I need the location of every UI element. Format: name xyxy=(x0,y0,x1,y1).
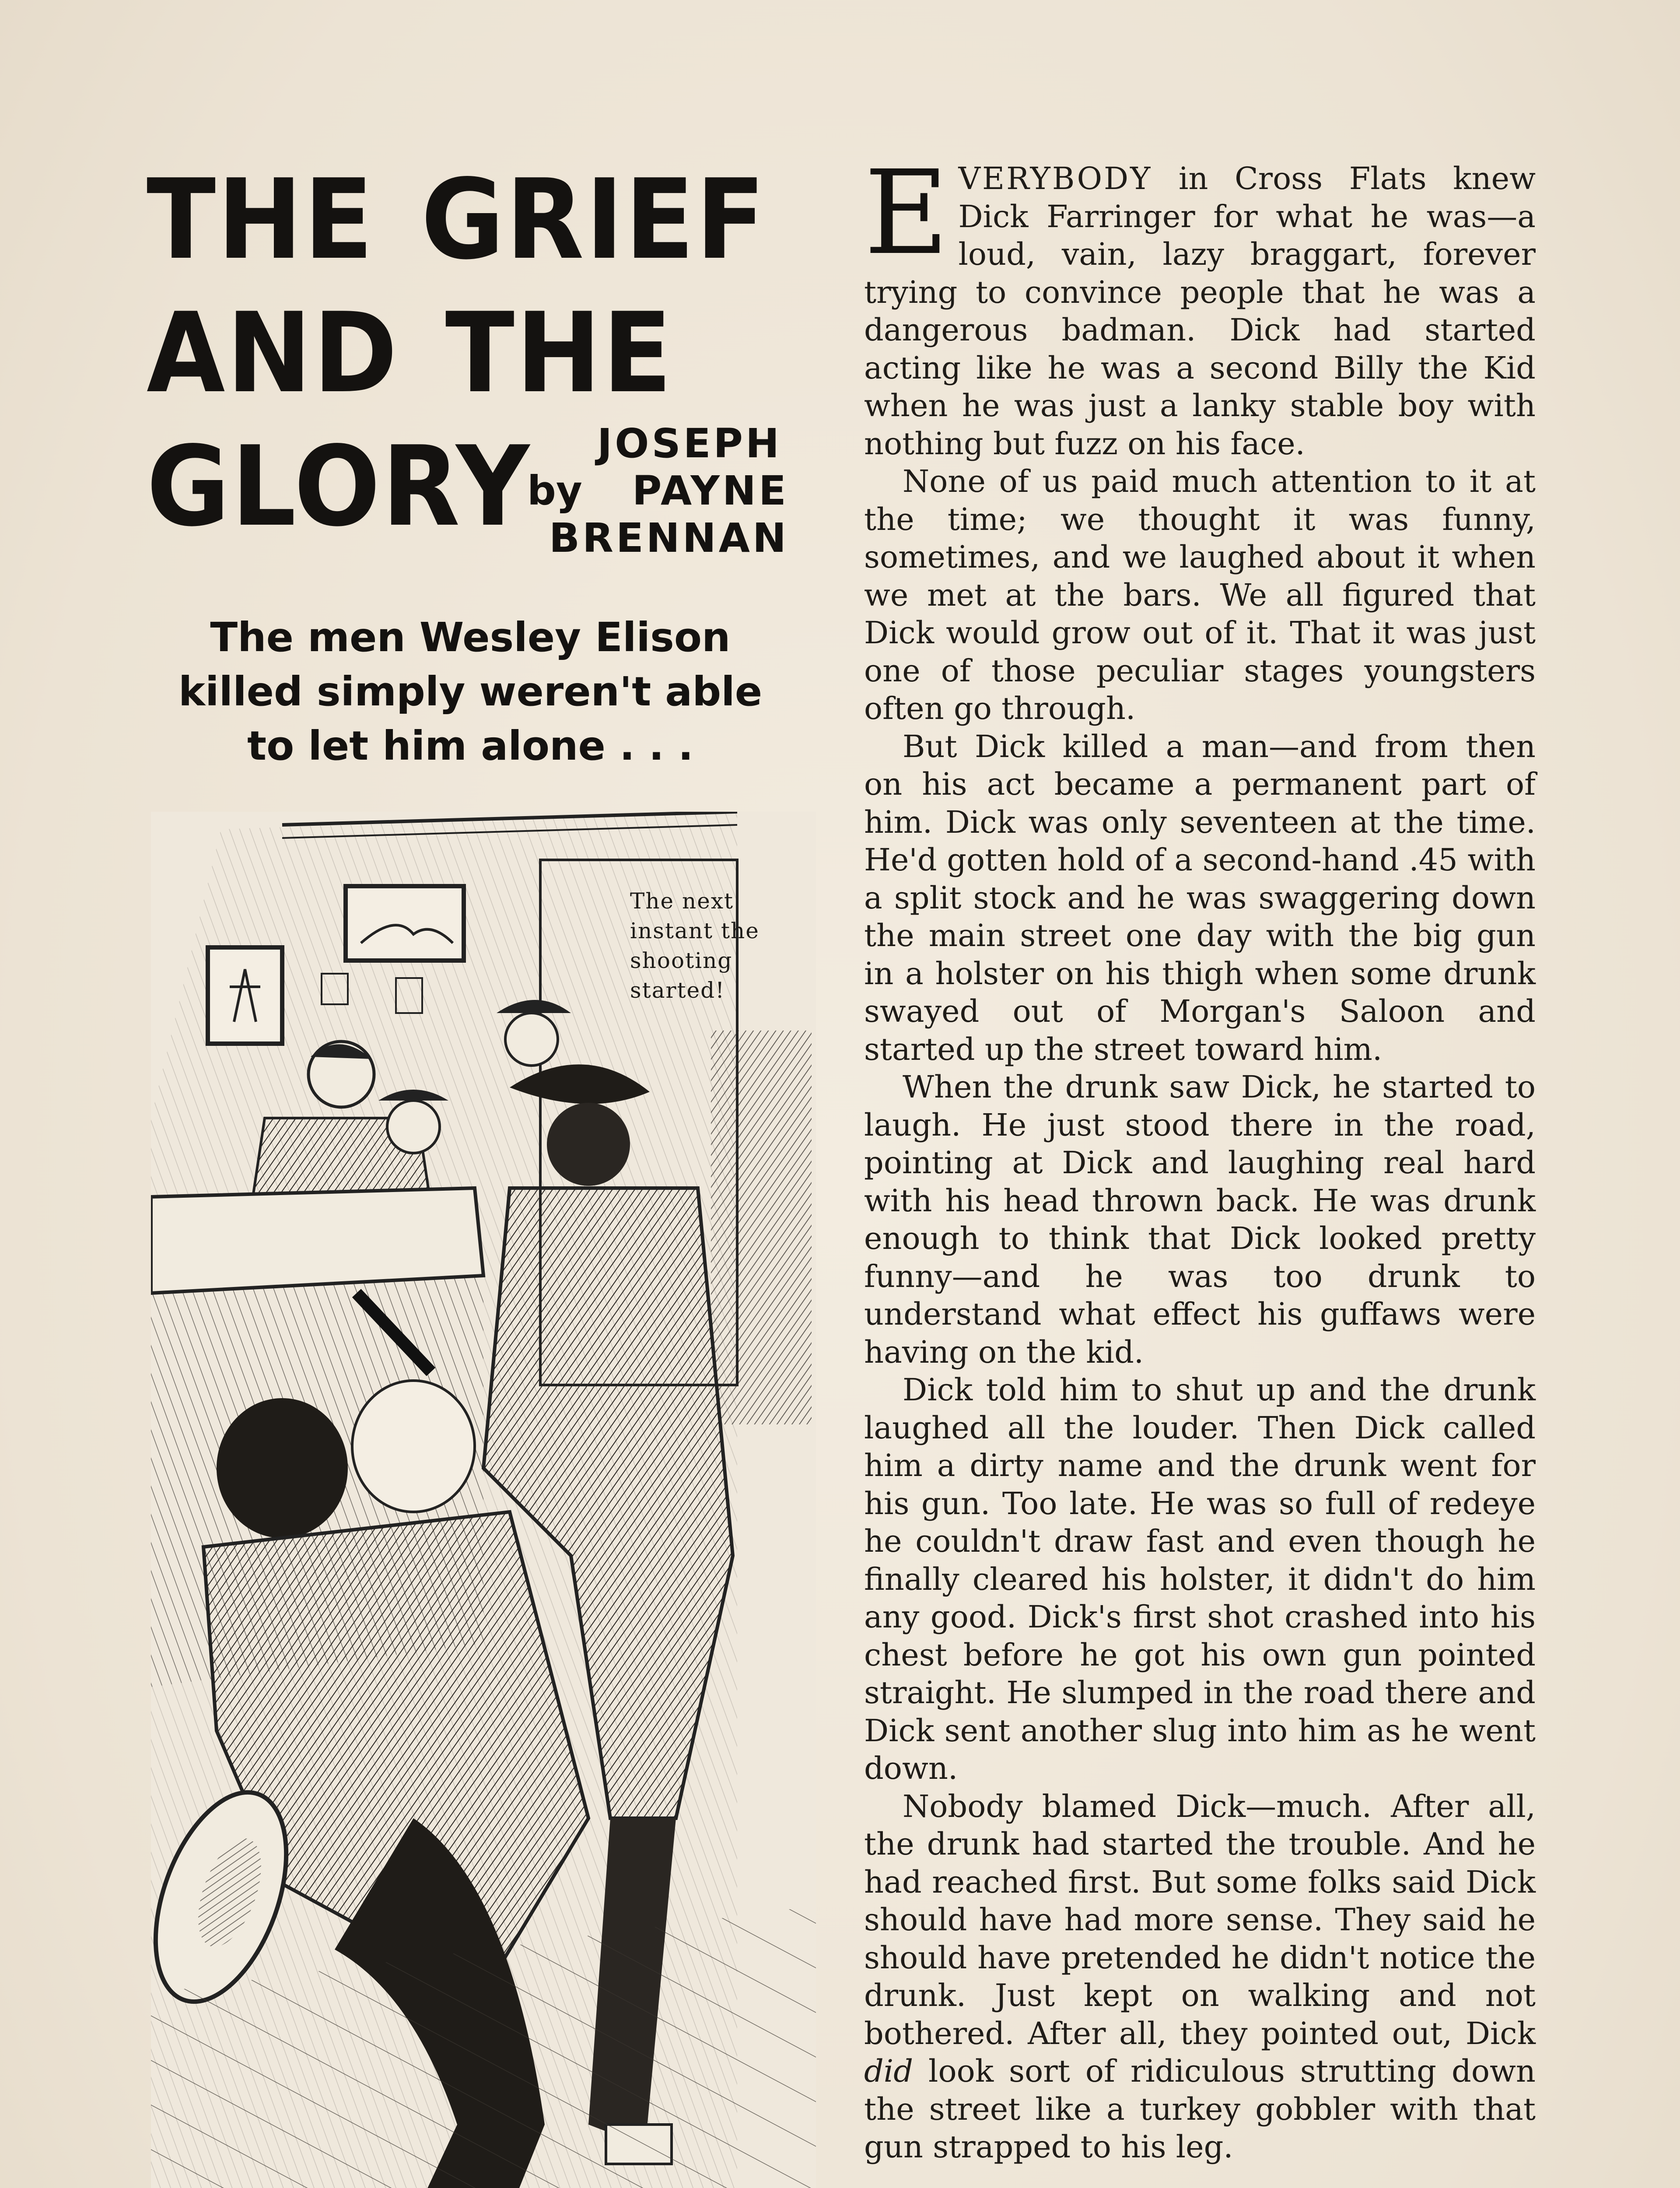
illustration-caption: The next instant the shooting started! xyxy=(630,888,760,1003)
article-paragraph: When the drunk saw Dick, he started to laugh. He just stood there in the road, pointing at Dick and laughing real hard with his head thrown back. He was drunk enough to think that Dick looked pretty funny—and he was too drunk to understand what effect his guffaws were having on the kid. xyxy=(864,1069,1536,1370)
author-first-name: JOSEPH xyxy=(597,420,782,467)
byline-by: by xyxy=(527,467,582,514)
lead-caps: VERYBODY xyxy=(958,161,1152,196)
illustration-drawing xyxy=(151,812,816,2188)
title-word: GRIEF xyxy=(421,156,767,284)
gunman-head xyxy=(547,1103,630,1186)
drop-cap: E xyxy=(864,146,949,281)
framed-picture xyxy=(346,886,464,961)
emphasis-text: did xyxy=(864,2053,914,2089)
author-middle-name: PAYNE xyxy=(632,467,789,514)
article-paragraph xyxy=(864,146,1536,463)
paragraph-text: in Cross Flats knew Dick Farringer for what he was—a loud, vain, lazy braggart, forever trying to convince people that he was a dangerous badman. Dick had started acting like he was a second Billy the Kid when he was just a lanky stable boy with nothing but fuzz on his face. xyxy=(864,161,1536,462)
paragraph-text: look sort of ridiculous strutting down the street like a turkey gobbler with that gun strapped to his leg. xyxy=(864,2053,1536,2165)
article-paragraph: But Dick killed a man—and from then on his act became a permanent part of him. Dick was only seventeen at the time. He'd gotten hold of a second-hand .45 with a split stock and he was swaggering down the main street one day with the big gun in a holster on his thigh when some drunk swayed out of Morgan's Saloon and started up the street toward him. xyxy=(864,728,1536,1067)
framed-picture xyxy=(208,947,282,1044)
article-paragraph xyxy=(864,1788,1536,2166)
article-body xyxy=(864,146,1536,2166)
article-paragraph: None of us paid much attention to it at the time; we thought it was funny, sometimes, and we laughed about it when we met at the bars. We all figured that Dick would grow out of it. That it was just one of those peculiar stages youngsters often go through. xyxy=(864,463,1536,726)
falling-man-head xyxy=(217,1398,348,1538)
title-line-3: GLORY xyxy=(147,423,531,551)
title-line-2 xyxy=(147,287,774,420)
title-word: THE xyxy=(147,156,375,284)
title-word: AND xyxy=(147,289,399,417)
author-last-name: BRENNAN xyxy=(549,515,789,561)
article-paragraph: Dick told him to shut up and the drunk laughed all the louder. Then Dick called him a dirty name and the drunk went for his gun. Too late. He was so full of redeye he couldn't draw fast and even though he finally cleared his holster, it didn't do him any good. Dick's first shot crashed into his chest before he got his own gun pointed straight. He slumped in the road there and Dick sent another slug into him as he went down. xyxy=(864,1372,1536,1786)
paragraph-text: Nobody blamed Dick—much. After all, the drunk had started the trouble. And he had reached first. But some folks said Dick should have had more sense. They said he should have pretended he didn't notice the drunk. Just kept on walking and not bothered. After all, they pointed out, Dick xyxy=(864,1788,1536,2051)
title-word: THE xyxy=(445,289,674,417)
title-line-1 xyxy=(147,153,774,287)
story-blurb: The men Wesley Elison killed simply weren't able to let him alone . . . xyxy=(178,614,763,769)
saloon-shootout-illustration xyxy=(151,812,816,2188)
